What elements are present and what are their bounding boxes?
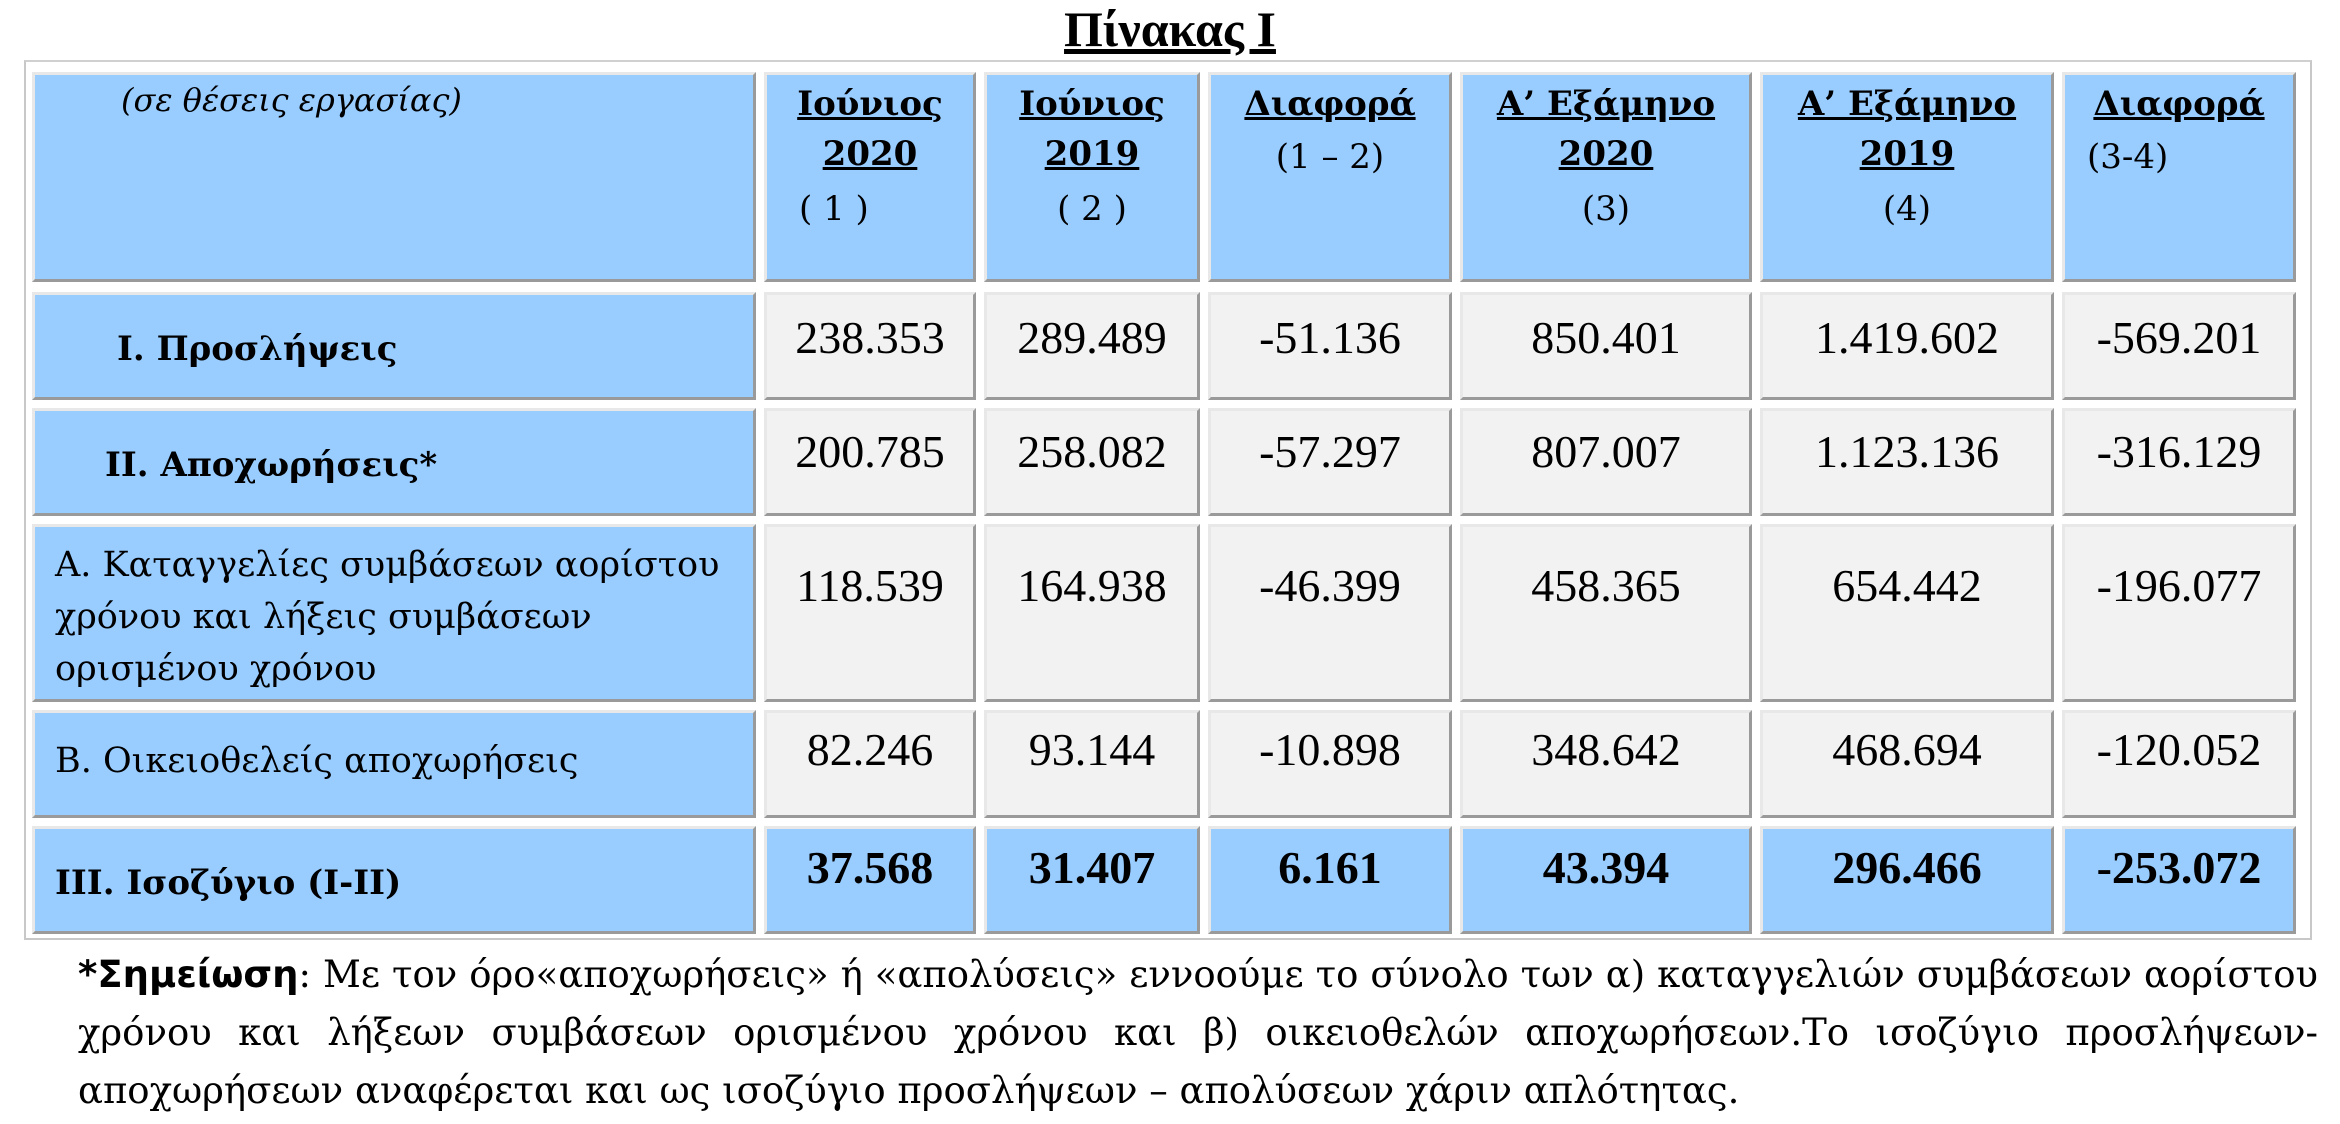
- table-cell: [2062, 710, 2296, 818]
- row-label-terminations: [32, 524, 756, 702]
- col-6-label: Διαφορά: [2093, 84, 2265, 124]
- cell-value: 118.539: [796, 560, 944, 611]
- row-label-departures: [32, 408, 756, 516]
- table-cell: [1208, 710, 1452, 818]
- cell-value: 654.442: [1832, 560, 1982, 611]
- cell-value: -196.077: [2096, 560, 2262, 611]
- cell-value: 200.785: [795, 426, 945, 477]
- table-title: Πίνακας Ι: [1064, 1, 1276, 57]
- col-2-index: ( 2 ): [1057, 189, 1127, 229]
- table-cell: [2062, 524, 2296, 702]
- table-cell: [764, 524, 976, 702]
- header-col-6: [2062, 72, 2296, 282]
- cell-value: 807.007: [1531, 426, 1681, 477]
- cell-value: 296.466: [1832, 842, 1982, 893]
- table-cell: [984, 710, 1200, 818]
- table-cell: [1208, 826, 1452, 934]
- col-5-year: 2019: [1859, 134, 1955, 174]
- table-cell: [764, 710, 976, 818]
- table-cell: [1760, 292, 2054, 400]
- row-label-balance: [32, 826, 756, 934]
- row-3-label: Α. Καταγγελίες συμβάσεων αορίστου χρόνου και λήξεις συμβάσεων ορισμένου χρόνου: [55, 545, 720, 689]
- col-6-index: (3-4): [2087, 137, 2169, 177]
- cell-value: 164.938: [1017, 560, 1167, 611]
- footnote: [78, 946, 2318, 1120]
- table-cell: [984, 826, 1200, 934]
- cell-value: -10.898: [1259, 724, 1401, 775]
- col-4-label: Α’ Εξάμηνο: [1496, 84, 1716, 124]
- col-4-index: (3): [1581, 189, 1631, 229]
- row-4-label: Β. Οικειοθελείς αποχωρήσεις: [55, 741, 579, 781]
- table-cell: [2062, 826, 2296, 934]
- col-5-label: Α’ Εξάμηνο: [1797, 84, 2017, 124]
- row-label-voluntary: [32, 710, 756, 818]
- table-cell: [1460, 524, 1752, 702]
- unit-note: (σε θέσεις εργασίας): [121, 81, 462, 119]
- header-unit-cell: [32, 72, 756, 282]
- header-col-2: [984, 72, 1200, 282]
- table-cell: [1460, 710, 1752, 818]
- table-cell: [1208, 524, 1452, 702]
- row-1-label: Ι. Προσλήψεις: [117, 329, 398, 369]
- col-1-label: Ιούνιος: [797, 84, 943, 124]
- footnote-prefix: *Σημείωση: [78, 953, 299, 996]
- col-3-index: (1 – 2): [1275, 137, 1385, 177]
- table-cell: [764, 292, 976, 400]
- cell-value: 1.123.136: [1815, 426, 1999, 477]
- col-5-index: (4): [1882, 189, 1932, 229]
- cell-value: 31.407: [1028, 842, 1156, 893]
- table-cell: [1208, 408, 1452, 516]
- col-2-label: Ιούνιος: [1019, 84, 1165, 124]
- col-1-year: 2020: [822, 134, 918, 174]
- cell-value: 850.401: [1531, 312, 1681, 363]
- cell-value: 82.246: [806, 724, 934, 775]
- header-col-4: [1460, 72, 1752, 282]
- cell-value: 289.489: [1017, 312, 1167, 363]
- cell-value: -120.052: [2096, 724, 2262, 775]
- cell-value: 238.353: [795, 312, 945, 363]
- col-2-year: 2019: [1044, 134, 1140, 174]
- row-label-hires: [32, 292, 756, 400]
- col-4-year: 2020: [1558, 134, 1654, 174]
- cell-value: 1.419.602: [1815, 312, 1999, 363]
- cell-value: 468.694: [1832, 724, 1982, 775]
- header-col-1: [764, 72, 976, 282]
- cell-value: -253.072: [2096, 842, 2262, 893]
- table-cell: [1760, 826, 2054, 934]
- table-cell: [1460, 408, 1752, 516]
- cell-value: 458.365: [1531, 560, 1681, 611]
- cell-value: 348.642: [1531, 724, 1681, 775]
- header-col-5: [1760, 72, 2054, 282]
- table-cell: [764, 826, 976, 934]
- cell-value: -51.136: [1259, 312, 1401, 363]
- row-2-label: ΙΙ. Αποχωρήσεις*: [105, 445, 438, 485]
- footnote-text: : Με τον όρο«αποχωρήσεις» ή «απολύσεις» εννοούμε το σύνολο των α) καταγγελιών συμβάσεων αορίστου χρόνου και λήξεων συμβάσεων ορισμένου χρόνου και β) οικειοθελών αποχωρήσεων.Το ισοζύγιο προσλήψεων-αποχωρήσεων αναφέρεται και ως ισοζύγιο προσλήψεων – απολύσεων χάριν απλότητας.: [78, 953, 2318, 1112]
- cell-value: -46.399: [1259, 560, 1401, 611]
- table-cell: [1760, 524, 2054, 702]
- cell-value: 43.394: [1542, 842, 1670, 893]
- table-cell: [1760, 710, 2054, 818]
- cell-value: 6.161: [1278, 842, 1382, 893]
- table-cell: [2062, 292, 2296, 400]
- row-5-label: ΙΙΙ. Ισοζύγιο (Ι-ΙΙ): [55, 863, 402, 903]
- table-cell: [1760, 408, 2054, 516]
- col-1-index: ( 1 ): [799, 189, 869, 229]
- table-cell: [1460, 292, 1752, 400]
- cell-value: -316.129: [2096, 426, 2262, 477]
- cell-value: 93.144: [1028, 724, 1156, 775]
- cell-value: -57.297: [1259, 426, 1401, 477]
- table-cell: [2062, 408, 2296, 516]
- table-cell: [984, 524, 1200, 702]
- table-cell: [984, 408, 1200, 516]
- table-cell: [1460, 826, 1752, 934]
- table-cell: [1208, 292, 1452, 400]
- cell-value: 258.082: [1017, 426, 1167, 477]
- col-3-label: Διαφορά: [1244, 84, 1416, 124]
- header-col-3: [1208, 72, 1452, 282]
- table-cell: [764, 408, 976, 516]
- table-cell: [984, 292, 1200, 400]
- cell-value: 37.568: [806, 842, 934, 893]
- cell-value: -569.201: [2096, 312, 2262, 363]
